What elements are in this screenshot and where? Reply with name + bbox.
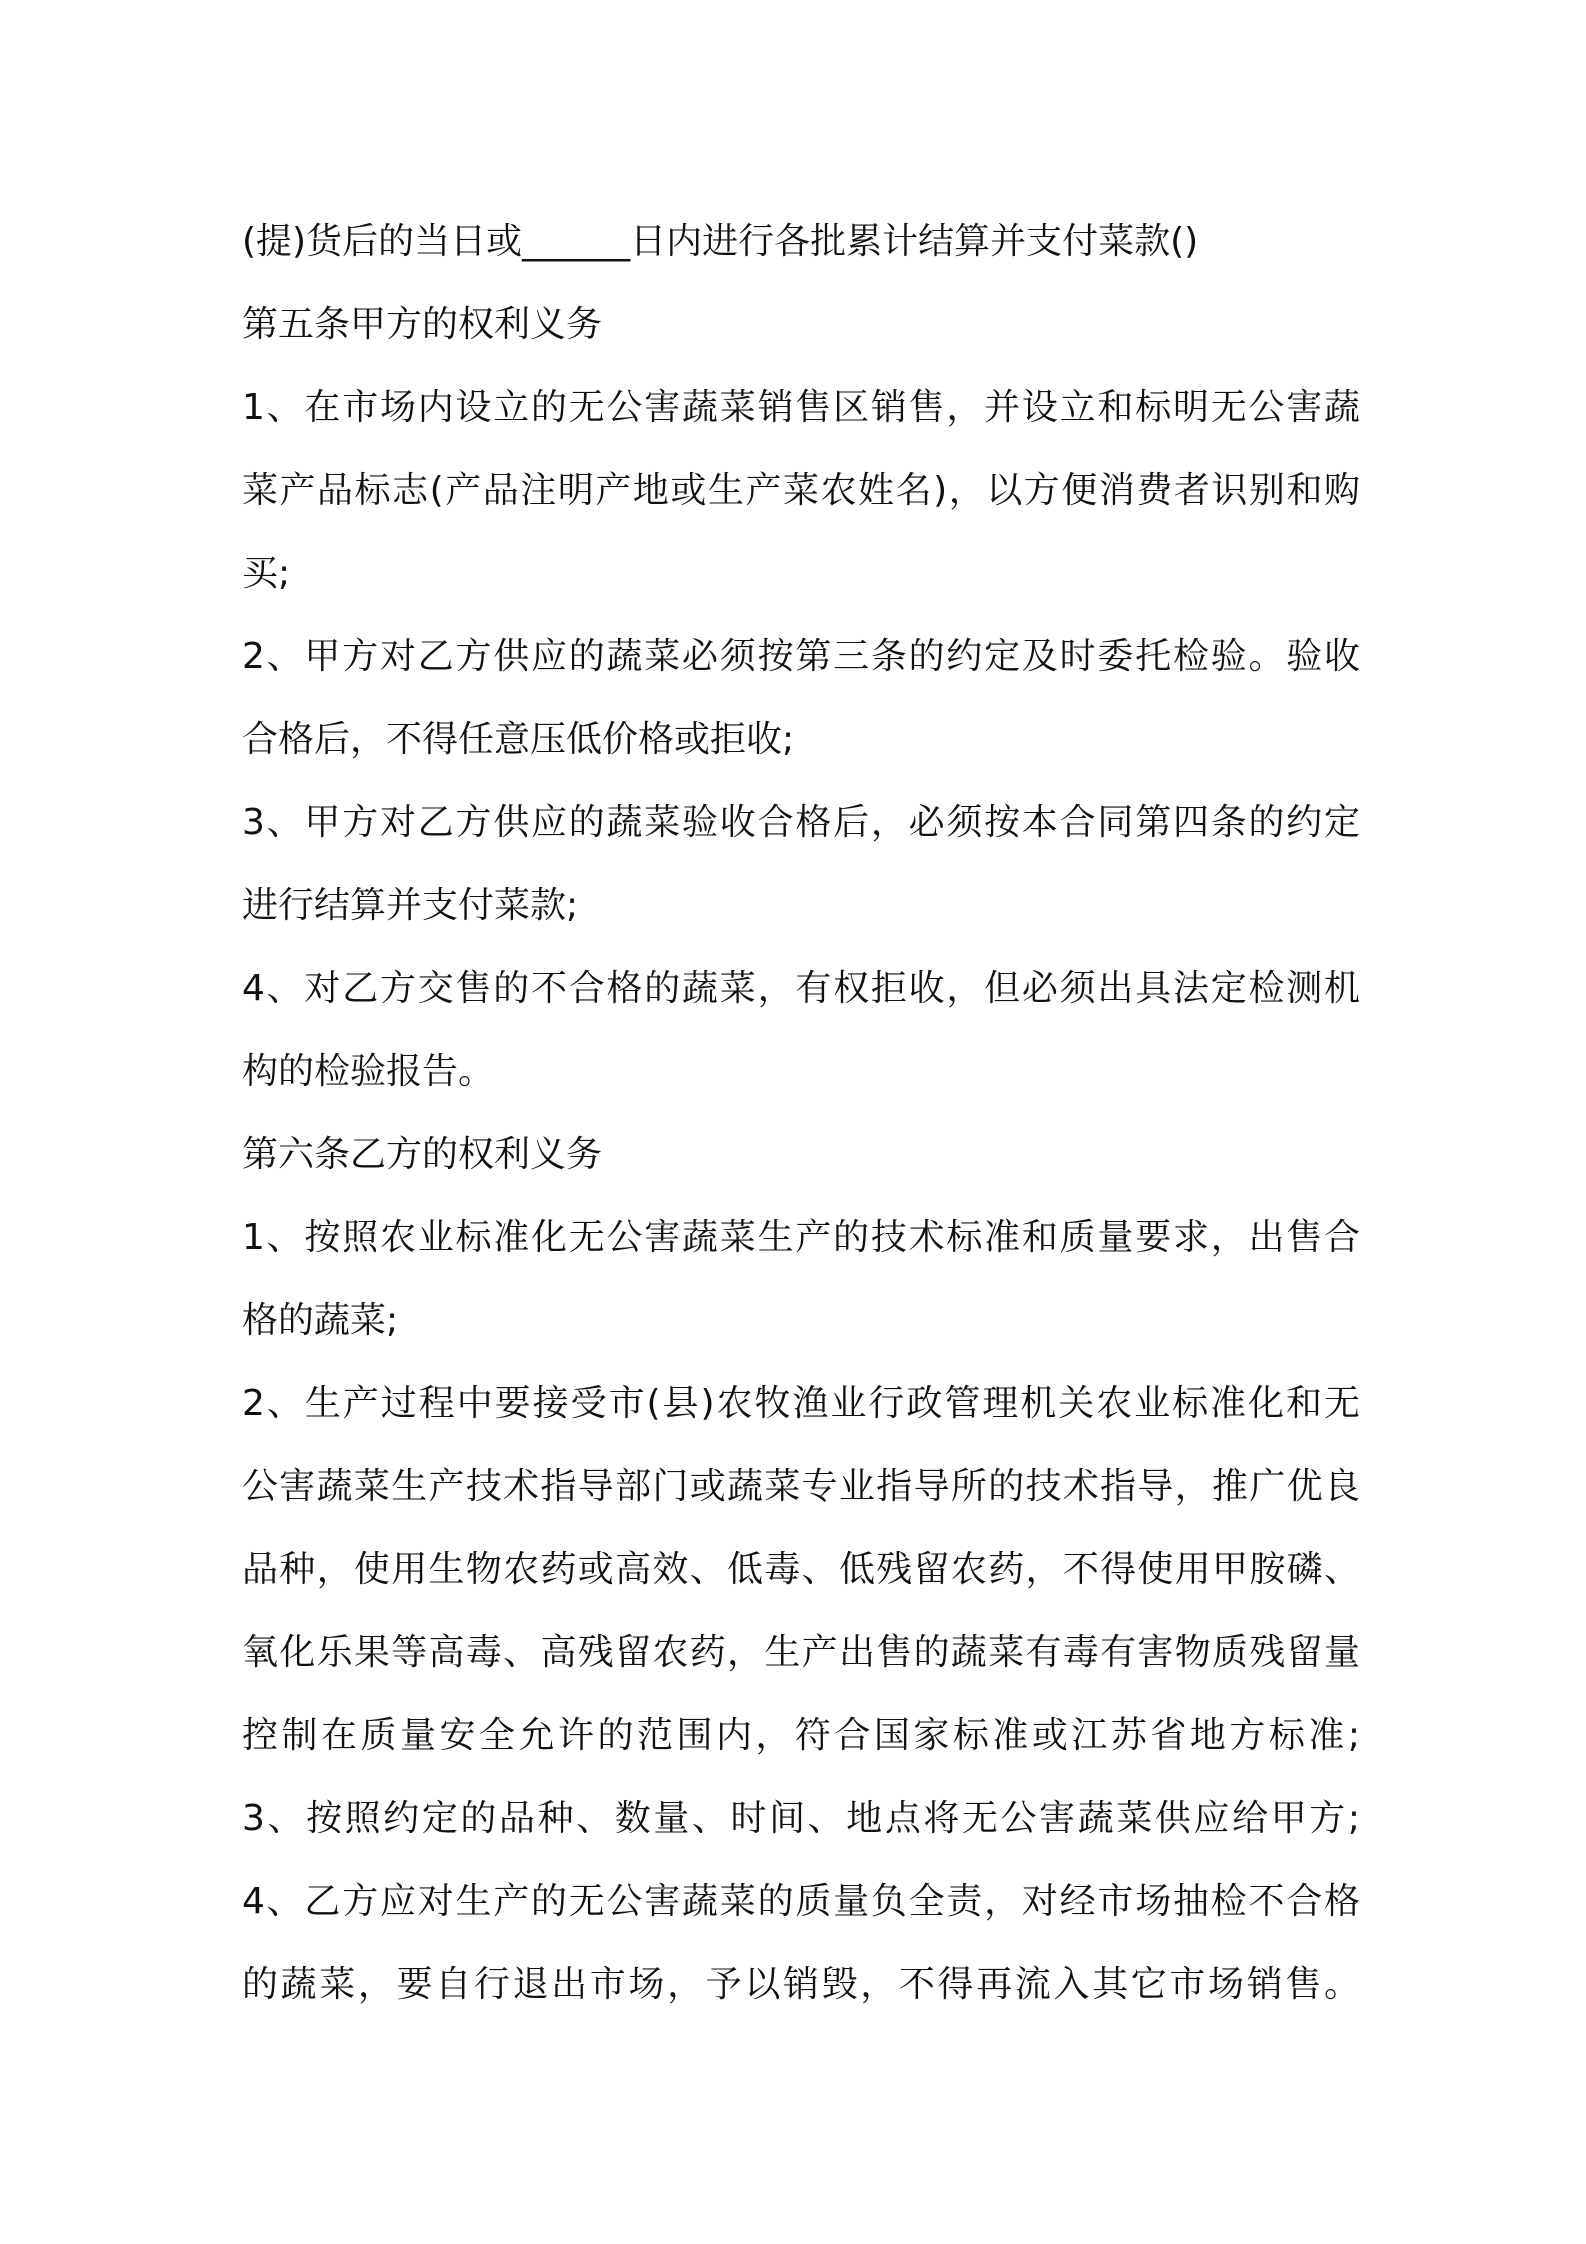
text-line: 3、按照约定的品种、数量、时间、地点将无公害蔬菜供应给甲方; bbox=[242, 1798, 1360, 1839]
text-line: 品种，使用生物农药或高效、低毒、低残留农药，不得使用甲胺磷、 bbox=[242, 1549, 1360, 1590]
text-line: 格的蔬菜; bbox=[242, 1300, 399, 1341]
text-line: 菜产品标志(产品注明产地或生产菜农姓名)，以方便消费者识别和购 bbox=[242, 470, 1360, 511]
text-line: 3、甲方对乙方供应的蔬菜验收合格后，必须按本合同第四条的约定 bbox=[242, 802, 1360, 843]
text-line: (提)货后的当日或______日内进行各批累计结算并支付菜款() bbox=[242, 221, 1199, 262]
text-line: 公害蔬菜生产技术指导部门或蔬菜专业指导所的技术指导，推广优良 bbox=[242, 1466, 1360, 1507]
text-line: 构的检验报告。 bbox=[242, 1051, 495, 1092]
text-line: 进行结算并支付菜款; bbox=[242, 885, 579, 926]
document-body bbox=[242, 200, 1360, 2026]
text-line: 1、按照农业标准化无公害蔬菜生产的技术标准和质量要求，出售合 bbox=[242, 1217, 1360, 1258]
text-line: 2、甲方对乙方供应的蔬菜必须按第三条的约定及时委托检验。验收 bbox=[242, 636, 1360, 677]
section-heading: 第六条乙方的权利义务 bbox=[242, 1134, 603, 1175]
text-line: 买; bbox=[242, 553, 291, 594]
text-line: 2、生产过程中要接受市(县)农牧渔业行政管理机关农业标准化和无 bbox=[242, 1383, 1360, 1424]
text-line: 控制在质量安全允许的范围内，符合国家标准或江苏省地方标准; bbox=[242, 1715, 1360, 1756]
text-line: 合格后，不得任意压低价格或拒收; bbox=[242, 719, 795, 760]
text-line: 的蔬菜，要自行退出市场，予以销毁，不得再流入其它市场销售。 bbox=[242, 1964, 1360, 2005]
section-heading: 第五条甲方的权利义务 bbox=[242, 304, 603, 345]
text-line: 氧化乐果等高毒、高残留农药，生产出售的蔬菜有毒有害物质残留量 bbox=[242, 1632, 1360, 1673]
text-line: 4、对乙方交售的不合格的蔬菜，有权拒收，但必须出具法定检测机 bbox=[242, 968, 1360, 1009]
text-line: 4、乙方应对生产的无公害蔬菜的质量负全责，对经市场抽检不合格 bbox=[242, 1881, 1360, 1922]
text-line: 1、在市场内设立的无公害蔬菜销售区销售，并设立和标明无公害蔬 bbox=[242, 387, 1360, 428]
